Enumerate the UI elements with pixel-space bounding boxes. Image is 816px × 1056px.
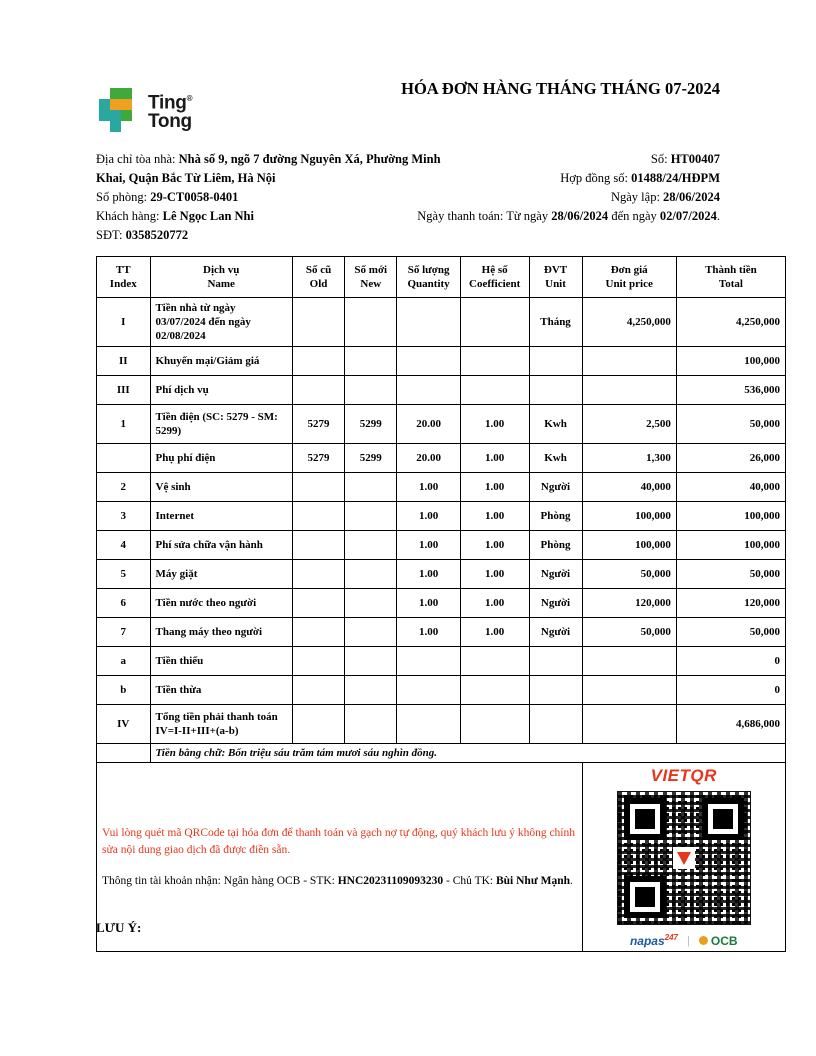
ocb-dot-icon — [699, 936, 708, 945]
cell-idx: 3 — [97, 502, 151, 531]
cell-total: 0 — [676, 647, 785, 676]
meta-row-address-cont — [96, 169, 720, 188]
cell-name: Phí sửa chữa vận hành — [150, 531, 292, 560]
cell-idx — [97, 444, 151, 473]
th-old: Số cũ Old — [292, 257, 344, 298]
cell-coef: 1.00 — [460, 405, 529, 444]
cell-total: 100,000 — [676, 502, 785, 531]
cell-unit: Kwh — [529, 444, 582, 473]
payment-info-suffix: . — [570, 874, 573, 887]
cell-new — [345, 376, 397, 405]
room-value: 29-CT0058-0401 — [150, 190, 239, 204]
tingtong-logo-icon — [96, 88, 142, 132]
cell-qty: 20.00 — [397, 405, 460, 444]
customer-value: Lê Ngọc Lan Nhi — [162, 209, 254, 223]
cell-name: Tiền điện (SC: 5279 - SM: 5299) — [150, 405, 292, 444]
invoice-table-body — [97, 298, 786, 744]
payment-info-prefix: Thông tin tài khoản nhận: Ngân hàng OCB - STK: — [102, 874, 335, 887]
footer-note: LƯU Ý: — [96, 920, 142, 935]
cell-name: Thang máy theo người — [150, 618, 292, 647]
cell-coef: 1.00 — [460, 618, 529, 647]
cell-price: 100,000 — [582, 531, 676, 560]
invoice-table-head — [97, 257, 786, 298]
cell-old: 5279 — [292, 444, 344, 473]
cell-old: 5279 — [292, 405, 344, 444]
table-row — [97, 705, 786, 744]
cell-new — [345, 618, 397, 647]
cell-price — [582, 705, 676, 744]
contract-value: 01488/24/HĐPM — [631, 171, 720, 185]
th-quantity: Số lượng Quantity — [397, 257, 460, 298]
payment-date-label: Ngày thanh toán: Từ ngày — [417, 209, 549, 223]
qr-cell — [582, 763, 785, 952]
table-row — [97, 502, 786, 531]
cell-price: 120,000 — [582, 589, 676, 618]
payment-date-mid: đến ngày — [611, 209, 657, 223]
cell-idx: 1 — [97, 405, 151, 444]
cell-new: 5299 — [345, 405, 397, 444]
qr-finder-top-left — [624, 798, 666, 840]
cell-idx: II — [97, 347, 151, 376]
cell-name: Internet — [150, 502, 292, 531]
cell-new — [345, 676, 397, 705]
customer-label: Khách hàng: — [96, 209, 160, 223]
cell-name: Tổng tiền phải thanh toán IV=I-II+III+(a-b) — [150, 705, 292, 744]
payment-info-mid: - Chủ TK: — [446, 874, 494, 887]
room-label: Số phòng: — [96, 190, 148, 204]
cell-new — [345, 647, 397, 676]
payment-warning: Vui lòng quét mã QRCode tại hóa đơn để thanh toán và gạch nợ tự động, quý khách lưu ý không chỉnh sửa nội dung giao dịch đã được điền sẵn. — [102, 826, 575, 856]
cell-coef: 1.00 — [460, 531, 529, 560]
cell-total: 0 — [676, 676, 785, 705]
th-unit-price: Đơn giá Unit price — [582, 257, 676, 298]
cell-unit — [529, 376, 582, 405]
phone-value: 0358520772 — [125, 228, 189, 242]
cell-total: 4,250,000 — [676, 298, 785, 347]
table-row — [97, 618, 786, 647]
amount-in-words-spacer — [97, 744, 151, 763]
payment-note-cell — [97, 763, 583, 952]
table-row — [97, 676, 786, 705]
cell-unit — [529, 705, 582, 744]
cell-old — [292, 298, 344, 347]
cell-coef: 1.00 — [460, 444, 529, 473]
cell-total: 100,000 — [676, 531, 785, 560]
cell-total: 4,686,000 — [676, 705, 785, 744]
payment-date-from: 28/06/2024 — [551, 209, 609, 223]
table-row — [97, 473, 786, 502]
address-value-line2: Khai, Quận Bắc Từ Liêm, Hà Nội — [96, 171, 276, 185]
cell-qty — [397, 676, 460, 705]
table-row — [97, 376, 786, 405]
qr-finder-bottom-left — [624, 876, 666, 918]
cell-price: 1,300 — [582, 444, 676, 473]
table-row — [97, 647, 786, 676]
cell-idx: 2 — [97, 473, 151, 502]
table-row — [97, 405, 786, 444]
cell-coef: 1.00 — [460, 560, 529, 589]
th-unit: ĐVT Unit — [529, 257, 582, 298]
cell-new — [345, 705, 397, 744]
th-total: Thành tiền Total — [676, 257, 785, 298]
cell-total: 100,000 — [676, 347, 785, 376]
cell-total: 50,000 — [676, 405, 785, 444]
contract-label: Hợp đồng số: — [560, 171, 628, 185]
cell-qty: 20.00 — [397, 444, 460, 473]
cell-unit: Phòng — [529, 531, 582, 560]
payment-account-holder: Bùi Như Mạnh — [495, 874, 570, 887]
meta-row-phone — [96, 226, 720, 245]
cell-coef — [460, 347, 529, 376]
cell-old — [292, 502, 344, 531]
cell-old — [292, 589, 344, 618]
cell-name: Tiền thừa — [150, 676, 292, 705]
cell-new — [345, 589, 397, 618]
cell-old — [292, 618, 344, 647]
table-row — [97, 589, 786, 618]
cell-price — [582, 376, 676, 405]
vietqr-v-icon — [677, 852, 691, 865]
cell-coef — [460, 676, 529, 705]
invoice-table-foot — [97, 744, 786, 952]
cell-qty: 1.00 — [397, 502, 460, 531]
payment-block-row — [97, 763, 786, 952]
cell-name: Vệ sinh — [150, 473, 292, 502]
cell-new: 5299 — [345, 444, 397, 473]
cell-idx: 6 — [97, 589, 151, 618]
cell-name: Khuyến mại/Giảm giá — [150, 347, 292, 376]
created-label: Ngày lập: — [610, 190, 660, 204]
cell-name: Tiền nhà từ ngày 03/07/2024 đến ngày 02/08/2024 — [150, 298, 292, 347]
qr-code-image[interactable] — [617, 791, 751, 925]
cell-new — [345, 502, 397, 531]
cell-name: Phụ phí điện — [150, 444, 292, 473]
invoice-no-label: Số: — [650, 152, 668, 166]
cell-unit: Phòng — [529, 502, 582, 531]
qr-footer-logos — [588, 933, 780, 948]
cell-coef — [460, 705, 529, 744]
cell-total: 26,000 — [676, 444, 785, 473]
cell-price: 4,250,000 — [582, 298, 676, 347]
cell-price — [582, 647, 676, 676]
payment-date-to: 02/07/2024 — [659, 209, 717, 223]
cell-qty: 1.00 — [397, 618, 460, 647]
cell-idx: IV — [97, 705, 151, 744]
cell-old — [292, 376, 344, 405]
cell-total: 50,000 — [676, 618, 785, 647]
cell-coef — [460, 647, 529, 676]
cell-idx: 4 — [97, 531, 151, 560]
cell-new — [345, 531, 397, 560]
cell-total: 120,000 — [676, 589, 785, 618]
qr-finder-top-right — [702, 798, 744, 840]
cell-unit — [529, 647, 582, 676]
payment-account-info — [102, 873, 577, 890]
cell-old — [292, 676, 344, 705]
cell-total: 50,000 — [676, 560, 785, 589]
cell-name: Tiền thiếu — [150, 647, 292, 676]
document-header — [96, 78, 720, 138]
page-title: HÓA ĐƠN HÀNG THÁNG THÁNG 07-2024 — [401, 79, 720, 98]
meta-row-room — [96, 188, 720, 207]
logo-divider: | — [687, 934, 690, 947]
cell-qty: 1.00 — [397, 560, 460, 589]
th-coefficient: Hệ số Coefficient — [460, 257, 529, 298]
cell-unit — [529, 347, 582, 376]
meta-row-address — [96, 150, 720, 169]
cell-qty: 1.00 — [397, 531, 460, 560]
cell-coef — [460, 298, 529, 347]
th-new: Số mới New — [345, 257, 397, 298]
cell-unit: Tháng — [529, 298, 582, 347]
cell-total: 536,000 — [676, 376, 785, 405]
cell-total: 40,000 — [676, 473, 785, 502]
cell-old — [292, 347, 344, 376]
invoice-meta — [96, 150, 720, 245]
address-label: Địa chỉ tòa nhà: — [96, 152, 176, 166]
cell-qty — [397, 347, 460, 376]
created-value: 28/06/2024 — [663, 190, 720, 204]
cell-unit: Người — [529, 473, 582, 502]
cell-price — [582, 347, 676, 376]
cell-idx: b — [97, 676, 151, 705]
address-value: Nhà số 9, ngõ 7 đường Nguyên Xá, Phường Minh — [178, 152, 441, 166]
cell-name: Tiền nước theo người — [150, 589, 292, 618]
cell-idx: III — [97, 376, 151, 405]
cell-old — [292, 560, 344, 589]
invoice-no-value: HT00407 — [670, 152, 720, 166]
cell-old — [292, 531, 344, 560]
cell-new — [345, 560, 397, 589]
cell-old — [292, 705, 344, 744]
cell-idx: 5 — [97, 560, 151, 589]
amount-in-words: Tiền bằng chữ: Bốn triệu sáu trăm tám mươi sáu nghìn đồng. — [150, 744, 786, 763]
cell-unit: Người — [529, 589, 582, 618]
cell-price — [582, 676, 676, 705]
th-name: Dịch vụ Name — [150, 257, 292, 298]
cell-qty — [397, 705, 460, 744]
brand-logo — [96, 88, 192, 132]
cell-new — [345, 298, 397, 347]
cell-name: Máy giặt — [150, 560, 292, 589]
cell-price: 100,000 — [582, 502, 676, 531]
invoice-table — [96, 256, 786, 952]
cell-new — [345, 473, 397, 502]
cell-old — [292, 473, 344, 502]
cell-qty — [397, 647, 460, 676]
cell-price: 50,000 — [582, 560, 676, 589]
brand-wordmark — [148, 89, 192, 131]
table-row — [97, 347, 786, 376]
cell-qty — [397, 376, 460, 405]
cell-coef: 1.00 — [460, 589, 529, 618]
cell-new — [345, 347, 397, 376]
payment-date-end: . — [716, 209, 720, 223]
brand-registered-mark: ® — [186, 93, 193, 103]
table-header-row — [97, 257, 786, 298]
table-row — [97, 444, 786, 473]
cell-coef: 1.00 — [460, 502, 529, 531]
table-row — [97, 560, 786, 589]
brand-line-2: Tong — [148, 111, 192, 133]
ocb-logo: OCB — [699, 934, 738, 948]
brand-line-1: Ting — [148, 92, 187, 114]
cell-old — [292, 647, 344, 676]
napas-logo: napas$^{247}$ — [629, 933, 679, 948]
phone-label: SĐT: — [96, 228, 123, 242]
cell-idx: I — [97, 298, 151, 347]
cell-unit: Người — [529, 560, 582, 589]
cell-unit — [529, 676, 582, 705]
cell-qty — [397, 298, 460, 347]
vietqr-label: VIETQR — [650, 766, 717, 785]
table-row — [97, 298, 786, 347]
cell-idx: 7 — [97, 618, 151, 647]
qr-logo-overlay — [673, 847, 695, 869]
payment-account-number: HNC20231109093230 — [337, 874, 444, 887]
th-index: TT Index — [97, 257, 151, 298]
cell-price: 2,500 — [582, 405, 676, 444]
cell-qty: 1.00 — [397, 589, 460, 618]
cell-unit: Người — [529, 618, 582, 647]
cell-name: Phí dịch vụ — [150, 376, 292, 405]
cell-qty: 1.00 — [397, 473, 460, 502]
cell-price: 40,000 — [582, 473, 676, 502]
cell-price: 50,000 — [582, 618, 676, 647]
amount-in-words-row — [97, 744, 786, 763]
cell-idx: a — [97, 647, 151, 676]
meta-row-customer — [96, 207, 720, 226]
cell-coef — [460, 376, 529, 405]
cell-unit: Kwh — [529, 405, 582, 444]
table-row — [97, 531, 786, 560]
cell-coef: 1.00 — [460, 473, 529, 502]
